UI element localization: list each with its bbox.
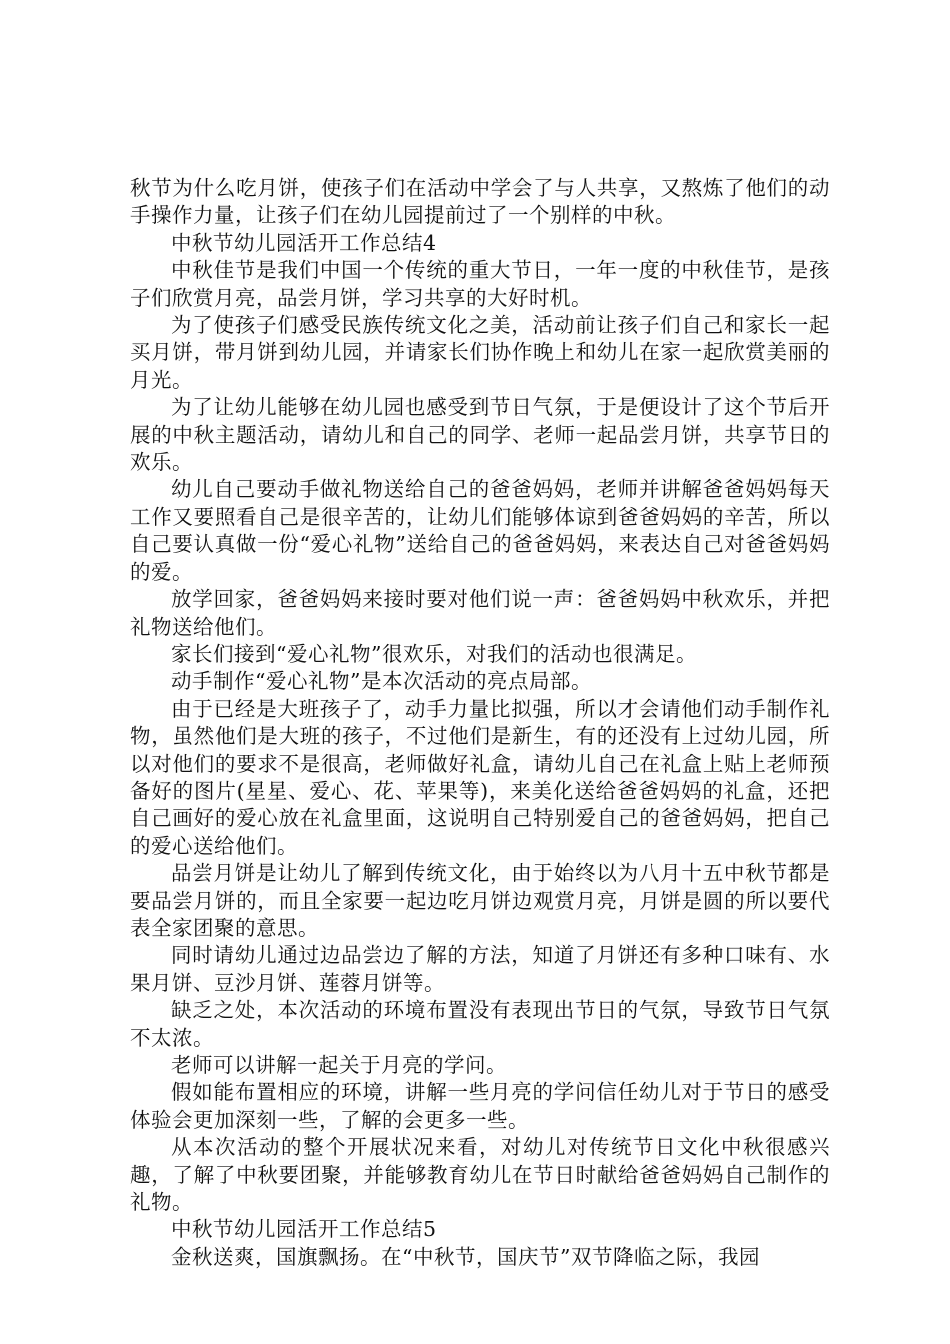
section-heading: 中秋节幼儿园活开工作总结4 (171, 230, 437, 255)
paragraph: 为了让幼儿能够在幼儿园也感受到节日气氛，于是便设计了这个节后开展的中秋主题活动，请幼儿和自己的同学、老师一起品尝月饼，共享节日的欢乐。 (130, 395, 830, 475)
paragraph: 假如能布置相应的环境，讲解一些月亮的学问信任幼儿对于节日的感受体验会更加深刻一些，了解的会更多一些。 (130, 1080, 830, 1132)
paragraph: 缺乏之处，本次活动的环境布置没有表现出节日的气氛，导致节日气氛不太浓。 (130, 998, 830, 1050)
paragraph: 品尝月饼是让幼儿了解到传统文化，由于始终以为八月十五中秋节都是要品尝月饼的，而且全家要一起边吃月饼边观赏月亮，月饼是圆的所以要代表全家团聚的意思。 (130, 861, 830, 940)
paragraph: 动手制作“爱心礼物”是本次活动的亮点局部。 (171, 669, 592, 694)
paragraph: 由于已经是大班孩子了，动手力量比拟强，所以才会请他们动手制作礼物，虽然他们是大班的孩子，不过他们是新生，有的还没有上过幼儿园，所以对他们的要求不是很高，老师做好礼盒，请幼儿自己在礼盒上贴上老师预备好的图片(星星、爱心、花、苹果等)，来美化送给爸爸妈妈的礼盒，还把自己画好的爱心放在礼盒里面，这说明自己特别爱自己的爸爸妈妈，把自己的爱心送给他们。 (130, 696, 830, 858)
paragraph: 家长们接到“爱心礼物”很欢乐，对我们的活动也很满足。 (171, 641, 697, 666)
paragraph: 幼儿自己要动手做礼物送给自己的爸爸妈妈，老师并讲解爸爸妈妈每天工作又要照看自己是很辛苦的，让幼儿们能够体谅到爸爸妈妈的辛苦，所以自己要认真做一份“爱心礼物”送给自己的爸爸妈妈，来表达自己对爸爸妈妈的爱。 (130, 477, 830, 584)
paragraph: 秋节为什么吃月饼，使孩子们在活动中学会了与人共享，又熬炼了他们的动手操作力量，让孩子们在幼儿园提前过了一个别样的中秋。 (130, 176, 830, 228)
section-heading: 中秋节幼儿园活开工作总结5 (171, 1217, 437, 1242)
paragraph: 金秋送爽，国旗飘扬。在“中秋节，国庆节”双节降临之际，我园 (171, 1244, 760, 1269)
paragraph: 同时请幼儿通过边品尝边了解的方法，知道了月饼还有多种口味有、水果月饼、豆沙月饼、莲蓉月饼等。 (130, 943, 830, 995)
paragraph: 老师可以讲解一起关于月亮的学问。 (171, 1053, 507, 1077)
paragraph: 从本次活动的整个开展状况来看，对幼儿对传统节日文化中秋很感兴趣，了解了中秋要团聚，并能够教育幼儿在节日时献给爸爸妈妈自己制作的礼物。 (130, 1135, 830, 1215)
document-body (130, 175, 830, 1271)
paragraph: 为了使孩子们感受民族传统文化之美，活动前让孩子们自己和家长一起买月饼，带月饼到幼儿园，并请家长们协作晚上和幼儿在家一起欣赏美丽的月光。 (130, 313, 830, 392)
paragraph: 中秋佳节是我们中国一个传统的重大节日，一年一度的中秋佳节，是孩子们欣赏月亮，品尝月饼，学习共享的大好时机。 (130, 258, 830, 310)
paragraph: 放学回家，爸爸妈妈来接时要对他们说一声：爸爸妈妈中秋欢乐，并把礼物送给他们。 (130, 587, 830, 639)
